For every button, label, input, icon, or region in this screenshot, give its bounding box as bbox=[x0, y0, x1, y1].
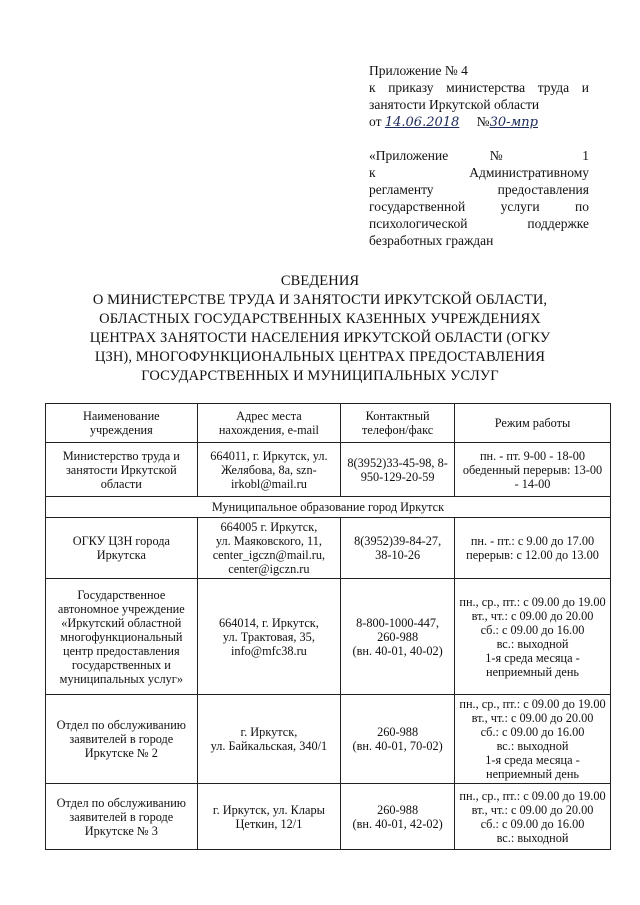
section-municipality: Муниципальное образование город Иркутск bbox=[46, 497, 611, 518]
cell-name bbox=[46, 518, 198, 579]
name-line: центр предоставления bbox=[63, 643, 180, 658]
address-line: ул. Байкальская, 340/1 bbox=[210, 739, 328, 753]
header-text: Контактный bbox=[365, 409, 430, 423]
phone-line: (вн. 40-01, 40-02) bbox=[352, 643, 443, 658]
schedule-line: неприемный день bbox=[486, 767, 580, 781]
phone-line: 8-800-1000-447, bbox=[356, 615, 440, 630]
cell-address bbox=[197, 518, 341, 579]
cell-address bbox=[197, 784, 341, 850]
schedule-line: пн., ср., пт.: с 09.00 до 19.00 bbox=[459, 788, 606, 803]
schedule-line: 1-я среда месяца - bbox=[485, 753, 580, 767]
schedule-line: пн. - пт. 9-00 - 18-00 bbox=[479, 448, 586, 463]
header-schedule bbox=[455, 404, 611, 443]
schedule-line: вт., чт.: с 09.00 до 20.00 bbox=[471, 802, 594, 817]
schedule-line: пн. - пт.: с 9.00 до 17.00 bbox=[470, 534, 595, 548]
cell-schedule bbox=[455, 518, 611, 579]
reference-line: государственной услуги по bbox=[369, 199, 589, 214]
header-text: Адрес места bbox=[236, 409, 302, 423]
phone-line: 260-988 bbox=[377, 725, 419, 739]
heading-line: ОБЛАСТНЫХ ГОСУДАРСТВЕННЫХ КАЗЕННЫХ УЧРЕЖДЕНИЯХ bbox=[99, 311, 541, 327]
cell-name bbox=[46, 784, 198, 850]
schedule-line: вс.: выходной bbox=[496, 739, 569, 753]
cell-phone bbox=[341, 518, 455, 579]
order-num-prefix: № bbox=[476, 114, 490, 129]
address-line: ул. Маяковского, 11, bbox=[215, 534, 322, 548]
name-line: Государственное bbox=[77, 587, 166, 602]
address-line: ул. Трактовая, 35, bbox=[222, 629, 315, 644]
phone-line: 38-10-26 bbox=[375, 548, 421, 562]
phone-line: 260-988 bbox=[377, 802, 419, 817]
appendix-justified bbox=[369, 79, 589, 96]
cell-address bbox=[197, 443, 341, 497]
phone-line: 260-988 bbox=[377, 629, 419, 644]
order-prefix: от bbox=[369, 114, 382, 129]
schedule-line: вт., чт.: с 09.00 до 20.00 bbox=[471, 608, 594, 623]
schedule-line: вс.: выходной bbox=[496, 830, 569, 845]
order-line bbox=[369, 113, 589, 131]
order-number: 30-мпр bbox=[489, 115, 538, 130]
table-row bbox=[46, 695, 611, 784]
schedule-line: обеденный перерыв: 13-00 bbox=[462, 462, 603, 477]
table-header-row bbox=[46, 404, 611, 443]
appendix-line: Приложение № 4 bbox=[369, 63, 468, 78]
table-row bbox=[46, 443, 611, 497]
phone-line: (вн. 40-01, 42-02) bbox=[352, 816, 443, 831]
cell-name bbox=[46, 695, 198, 784]
appendix-block bbox=[369, 62, 589, 131]
name-line: занятости Иркутской bbox=[65, 462, 177, 477]
schedule-line: - 14-00 bbox=[514, 476, 551, 491]
cell-schedule bbox=[455, 784, 611, 850]
heading-line: ГОСУДАРСТВЕННЫХ И МУНИЦИПАЛЬНЫХ УСЛУГ bbox=[141, 368, 499, 384]
phone-line: (вн. 40-01, 70-02) bbox=[352, 739, 443, 753]
header-text: Наименование bbox=[83, 409, 160, 423]
name-line: многофункциональный bbox=[60, 629, 183, 644]
address-line: 664014, г. Иркутск, bbox=[218, 615, 319, 630]
schedule-line: сб.: с 09.00 до 16.00 bbox=[480, 622, 585, 637]
heading-line: СВЕДЕНИЯ bbox=[280, 273, 360, 289]
reference-line: психологической поддержке bbox=[369, 216, 589, 231]
cell-name bbox=[46, 443, 198, 497]
phone-line: 950-129-20-59 bbox=[360, 469, 435, 484]
name-line: заявителей в городе bbox=[69, 809, 174, 824]
reference-block bbox=[369, 147, 589, 232]
header-text: нахождения, e-mail bbox=[218, 423, 319, 437]
schedule-line: сб.: с 09.00 до 16.00 bbox=[480, 725, 585, 739]
cell-address bbox=[197, 579, 341, 695]
name-line: муниципальных услуг» bbox=[59, 671, 183, 686]
name-line: Отдел по обслуживанию bbox=[56, 795, 186, 810]
name-line: области bbox=[100, 476, 142, 491]
name-line: Иркутске № 3 bbox=[84, 823, 158, 838]
cell-phone bbox=[341, 695, 455, 784]
address-line: Желябова, 8а, szn- bbox=[221, 462, 317, 477]
heading-line: О МИНИСТЕРСТВЕ ТРУДА И ЗАНЯТОСТИ ИРКУТСКОЙ ОБЛАСТИ, bbox=[92, 292, 548, 308]
cell-schedule bbox=[455, 443, 611, 497]
address-line: center@igczn.ru bbox=[228, 562, 310, 576]
address-line: center_igczn@mail.ru, bbox=[212, 548, 326, 562]
address-line: irkobl@mail.ru bbox=[230, 476, 307, 491]
schedule-line: вс.: выходной bbox=[496, 636, 569, 651]
heading-line: ЦЕНТРАХ ЗАНЯТОСТИ НАСЕЛЕНИЯ ИРКУТСКОЙ ОБЛАСТИ (ОГКУ bbox=[89, 330, 551, 346]
schedule-line: вт., чт.: с 09.00 до 20.00 bbox=[471, 711, 594, 725]
order-date: 14.06.2018 bbox=[384, 115, 460, 130]
section-row bbox=[46, 497, 611, 518]
header-address bbox=[197, 404, 341, 443]
cell-name bbox=[46, 579, 198, 695]
name-line: государственных и bbox=[71, 657, 171, 672]
reference-line: регламенту предоставления bbox=[369, 182, 589, 197]
name-line: «Иркутский областной bbox=[61, 615, 182, 630]
phone-line: 8(3952)33-45-98, 8- bbox=[347, 455, 448, 470]
cell-phone bbox=[341, 443, 455, 497]
name-line: Министерство труда и bbox=[62, 448, 180, 463]
schedule-line: перерыв: с 12.00 до 13.00 bbox=[466, 548, 599, 562]
reference-line: безработных граждан bbox=[369, 233, 494, 248]
address-line: 664011, г. Иркутск, ул. bbox=[210, 448, 328, 463]
header-text: Режим работы bbox=[494, 416, 571, 430]
table-row bbox=[46, 579, 611, 695]
cell-phone bbox=[341, 784, 455, 850]
appendix-line: к приказу министерства труда и bbox=[369, 80, 589, 95]
name-line: ОГКУ ЦЗН города bbox=[72, 534, 170, 548]
name-line: заявителей в городе bbox=[69, 732, 174, 746]
cell-address bbox=[197, 695, 341, 784]
cell-schedule bbox=[455, 695, 611, 784]
address-line: 664005 г. Иркутск, bbox=[220, 520, 318, 534]
phone-line: 8(3952)39-84-27, bbox=[354, 534, 442, 548]
header-text: телефон/факс bbox=[361, 423, 434, 437]
name-line: Иркутска bbox=[96, 548, 146, 562]
institutions-table bbox=[45, 403, 611, 850]
reference-line: к Административному bbox=[369, 165, 589, 180]
header-text: учреждения bbox=[89, 423, 153, 437]
name-line: автономное учреждение bbox=[57, 601, 185, 616]
schedule-line: пн., ср., пт.: с 09.00 до 19.00 bbox=[459, 697, 606, 711]
cell-phone bbox=[341, 579, 455, 695]
address-line: info@mfc38.ru bbox=[230, 643, 307, 658]
schedule-line: неприемный день bbox=[486, 664, 580, 679]
document-heading bbox=[70, 272, 570, 386]
schedule-line: сб.: с 09.00 до 16.00 bbox=[480, 816, 585, 831]
header-phone bbox=[341, 404, 455, 443]
address-line: г. Иркутск, ул. Клары bbox=[212, 802, 325, 817]
reference-line: «Приложение № 1 bbox=[369, 148, 589, 163]
cell-schedule bbox=[455, 579, 611, 695]
name-line: Иркутске № 2 bbox=[84, 746, 158, 760]
reference-last bbox=[369, 232, 589, 249]
schedule-line: 1-я среда месяца - bbox=[485, 650, 580, 665]
table-row bbox=[46, 784, 611, 850]
appendix-line: занятости Иркутской области bbox=[369, 97, 540, 112]
address-line: г. Иркутск, bbox=[240, 725, 298, 739]
schedule-line: пн., ср., пт.: с 09.00 до 19.00 bbox=[459, 594, 606, 609]
heading-line: ЦЗН), МНОГОФУНКЦИОНАЛЬНЫХ ЦЕНТРАХ ПРЕДОСТАВЛЕНИЯ bbox=[94, 349, 546, 365]
address-line: Цеткин, 12/1 bbox=[235, 816, 303, 831]
name-line: Отдел по обслуживанию bbox=[56, 718, 186, 732]
table-row bbox=[46, 518, 611, 579]
header-name bbox=[46, 404, 198, 443]
